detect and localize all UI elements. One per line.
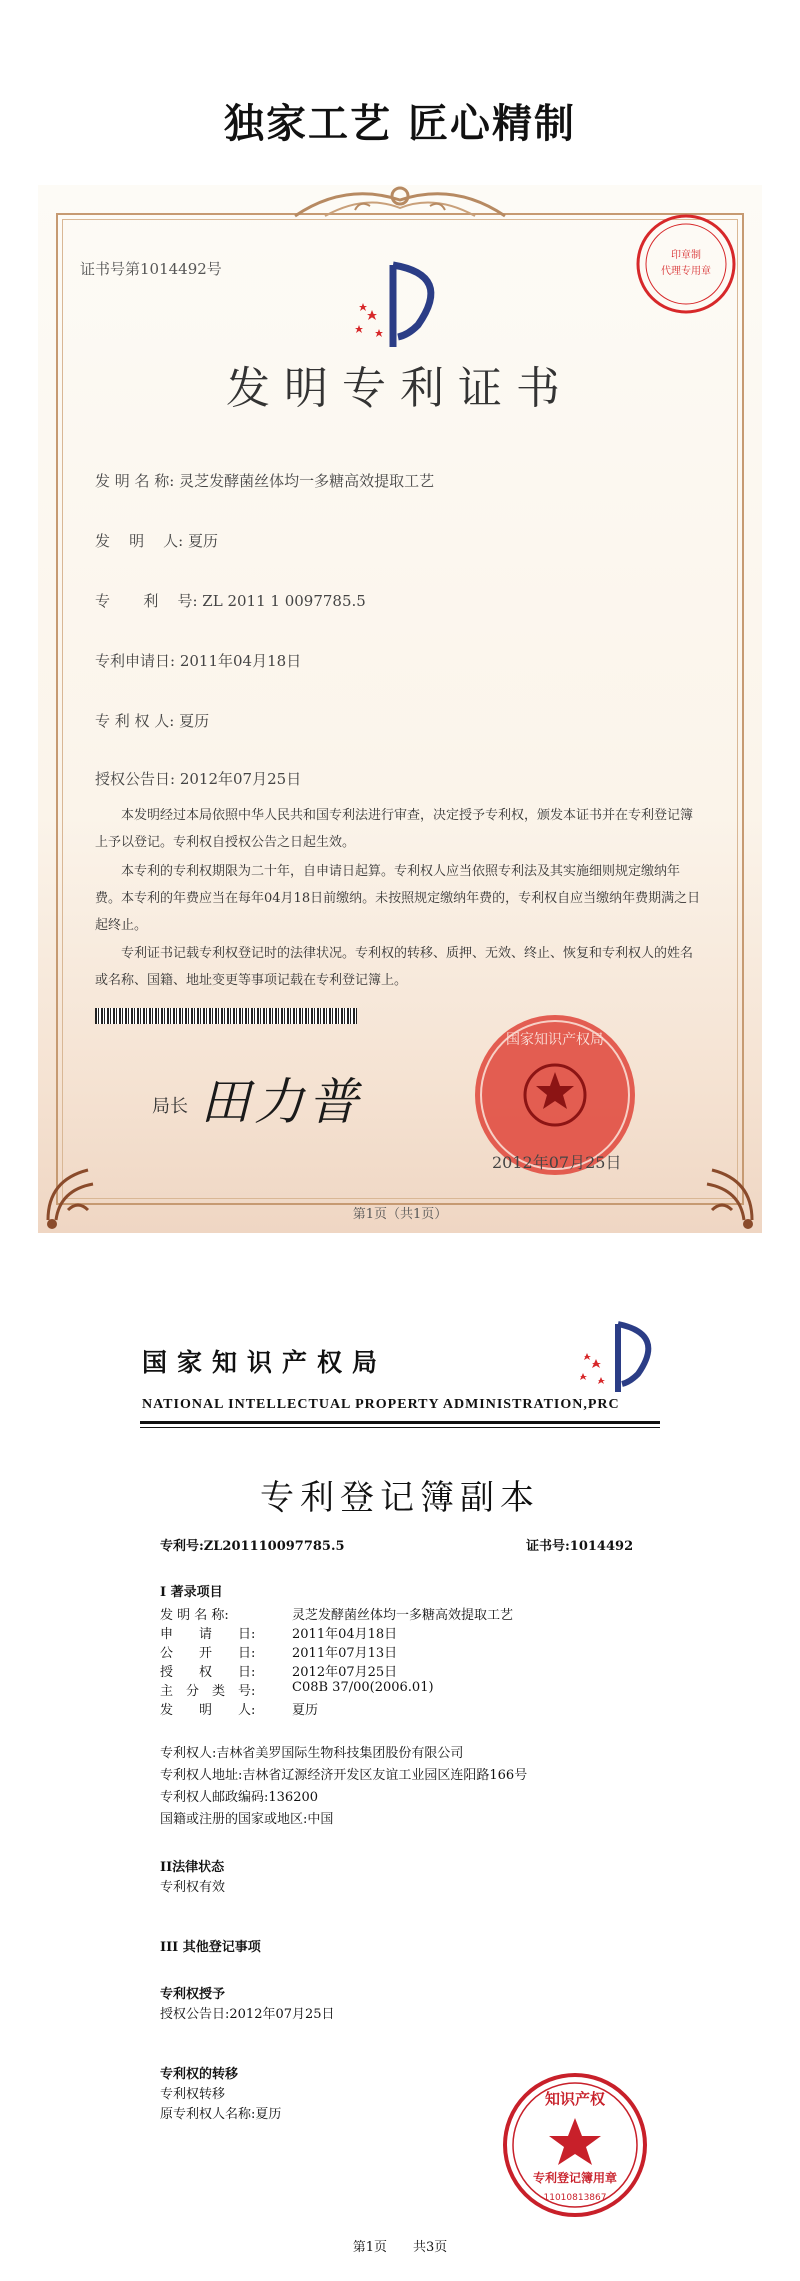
patent-office-logo-icon (568, 1318, 668, 1398)
patent-office-logo-icon (338, 255, 460, 355)
field-label: 专利申请日: (95, 652, 176, 670)
svg-text:印章制: 印章制 (671, 250, 701, 261)
svg-text:11010813867: 11010813867 (543, 2193, 607, 2203)
owner-line: 专利权人:吉林省美罗国际生物科技集团股份有限公司 (160, 1746, 464, 1761)
register-page-number: 第1页 共3页 (352, 2240, 448, 2255)
register-seal-icon (500, 2070, 650, 2220)
certificate-paragraph: 本发明经过本局依照中华人民共和国专利法进行审查，决定授予专利权，颁发本证书并在专利登记簿上予以登记。专利权自授权公告之日起生效。 (95, 808, 694, 850)
field-value: ZL 2011 1 0097785.5 (202, 592, 366, 610)
row-value: C08B 37/00(2006.01) (292, 1680, 434, 1695)
field-inventor (95, 530, 218, 551)
owner-line: 专利权人邮政编码:136200 (160, 1790, 319, 1805)
certificate-number: 证书号第1014492号 (80, 260, 222, 278)
field-value: 2011年04月18日 (179, 652, 302, 670)
svg-text:知识产权: 知识产权 (544, 2090, 606, 2108)
row-label: 授 权 日: (160, 1665, 256, 1680)
transfer-line: 原专利权人名称:夏历 (160, 2107, 282, 2122)
barcode-icon (95, 1008, 357, 1024)
certificate-page-number: 第1页（共1页） (352, 1207, 448, 1222)
office-name-en: NATIONAL INTELLECTUAL PROPERTY ADMINISTRATION,PRC (142, 1397, 620, 1412)
field-label: 发 明 名 称: (95, 472, 175, 490)
svg-text:国家知识产权局: 国家知识产权局 (506, 1032, 604, 1048)
row-label: 申 请 日: (160, 1627, 256, 1642)
field-value: 夏历 (179, 712, 210, 730)
row-value: 2012年07月25日 (292, 1665, 398, 1680)
field-application-date (95, 650, 301, 671)
page-title: 独家工艺 匠心精制 (224, 101, 576, 147)
row-label: 发 明 人: (160, 1703, 256, 1718)
owner-line: 国籍或注册的国家或地区:中国 (160, 1812, 334, 1827)
register-patent-number: 专利号:ZL201110097785.5 (160, 1539, 345, 1554)
header-rule (140, 1421, 660, 1424)
agency-seal-icon (632, 210, 740, 318)
row-label: 主 分 类 号: (160, 1684, 256, 1699)
row-label: 发 明 名 称: (160, 1608, 229, 1623)
director-signature: 田力普 (200, 1073, 362, 1131)
seal-date: 2012年07月25日 (492, 1153, 622, 1172)
office-name-cn: 国家知识产权局 (142, 1348, 388, 1377)
field-patentee (95, 710, 209, 731)
row-value: 2011年04月18日 (292, 1627, 398, 1642)
director-label: 局长 (152, 1096, 188, 1117)
certificate-heading: 发明专利证书 (226, 363, 574, 414)
owner-line: 专利权人地址:吉林省辽源经济开发区友谊工业园区连阳路166号 (160, 1768, 528, 1783)
field-label: 发 明 人: (95, 532, 184, 550)
register-certificate-number: 证书号:1014492 (526, 1539, 634, 1554)
transfer-title: 专利权的转移 (160, 2067, 239, 2082)
field-value: 2012年07月25日 (179, 770, 302, 788)
legal-status-value: 专利权有效 (160, 1880, 226, 1895)
field-label: 授权公告日: (95, 770, 176, 788)
transfer-line: 专利权转移 (160, 2087, 226, 2102)
section-other-items: III 其他登记事项 (160, 1940, 261, 1955)
header-rule-thin (140, 1427, 660, 1428)
field-grant-date (95, 768, 301, 789)
grant-date: 授权公告日:2012年07月25日 (160, 2007, 335, 2022)
certificate-paragraph: 本专利的专利权期限为二十年，自申请日起算。专利权人应当依照专利法及其实施细则规定缴纳年费。本专利的年费应当在每年04月18日前缴纳。未按照规定缴纳年费的，专利权自应当缴纳年费期满之日起终止。 (95, 864, 701, 933)
section-legal-status: II法律状态 (160, 1860, 225, 1875)
field-patent-number (95, 590, 366, 611)
certificate-paragraph: 专利证书记载专利权登记时的法律状况。专利权的转移、质押、无效、终止、恢复和专利权人的姓名或名称、国籍、地址变更等事项记载在专利登记簿上。 (95, 946, 694, 988)
svg-text:专利登记簿用章: 专利登记簿用章 (532, 2171, 618, 2185)
grant-title: 专利权授予 (160, 1987, 226, 2002)
svg-text:代理专用章: 代理专用章 (661, 266, 711, 277)
field-label: 专 利 号: (95, 592, 198, 610)
row-value: 夏历 (292, 1703, 319, 1718)
field-value: 夏历 (187, 532, 218, 550)
field-invention-name (95, 470, 434, 491)
field-value: 灵芝发酵菌丝体均一多糖高效提取工艺 (179, 472, 435, 490)
ornament-icon (285, 180, 515, 228)
register-heading: 专利登记簿副本 (260, 1478, 540, 1518)
section-bibliographic: I 著录项目 (160, 1585, 223, 1600)
row-label: 公 开 日: (160, 1646, 256, 1661)
row-value: 灵芝发酵菌丝体均一多糖高效提取工艺 (292, 1608, 514, 1623)
field-label: 专 利 权 人: (95, 712, 175, 730)
row-value: 2011年07月13日 (292, 1646, 398, 1661)
